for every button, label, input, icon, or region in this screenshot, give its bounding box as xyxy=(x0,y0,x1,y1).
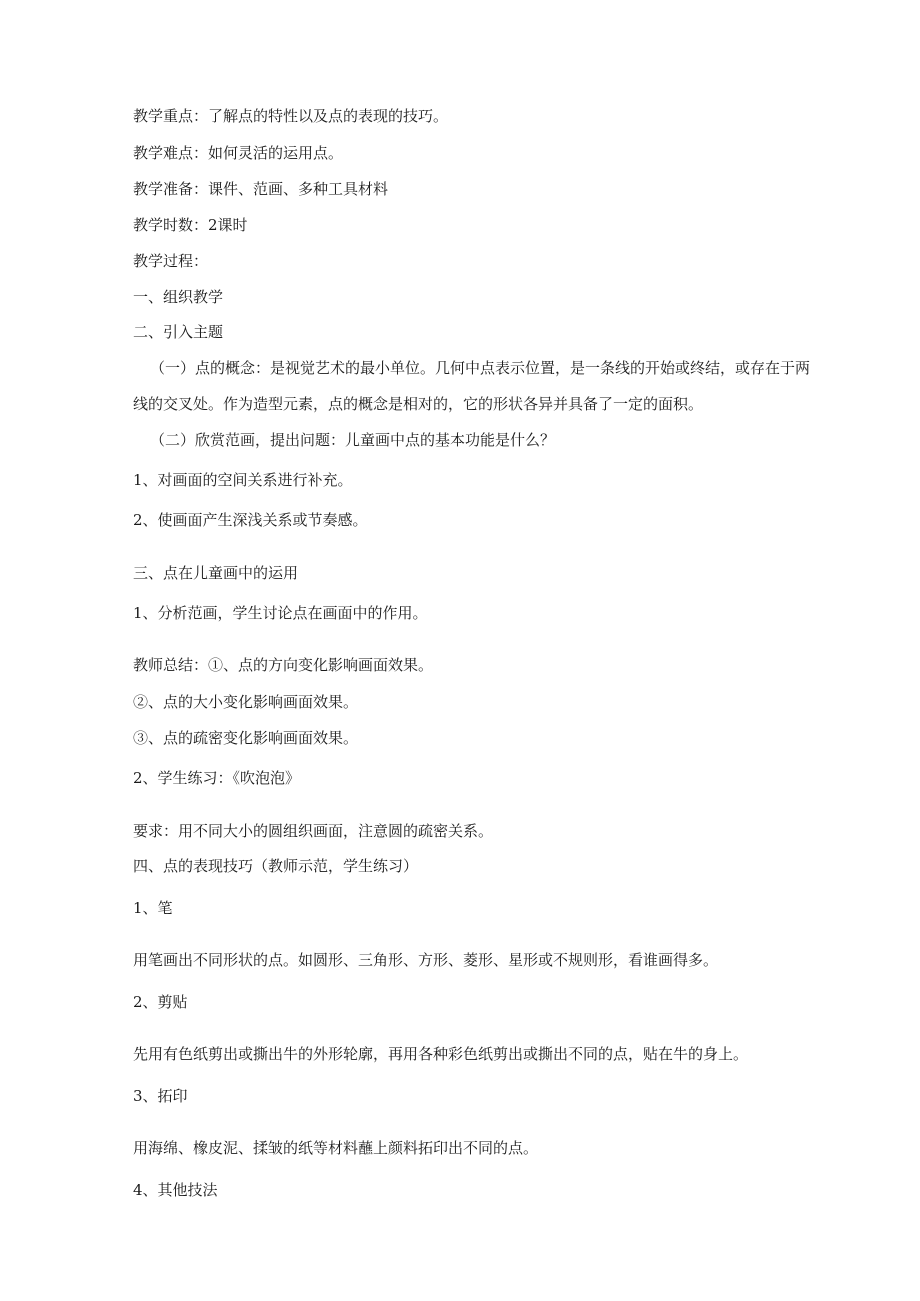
key-point-line: 教学重点：了解点的特性以及点的表现的技巧。 xyxy=(133,107,449,125)
section-2-heading: 二、引入主题 xyxy=(133,323,224,341)
section-1-heading: 一、组织教学 xyxy=(133,288,224,306)
process-heading: 教学过程： xyxy=(133,252,209,270)
summary-item-2: ②、点的大小变化影响画面效果。 xyxy=(133,693,359,711)
technique-cut-heading: 2、剪贴 xyxy=(133,993,188,1011)
technique-cut-text: 先用有色纸剪出或撕出牛的外形轮廓，再用各种彩色纸剪出或撕出不同的点，贴在牛的身上。 xyxy=(133,1045,749,1063)
function-item-1: 1、对画面的空间关系进行补充。 xyxy=(133,471,353,489)
technique-pen-text: 用笔画出不同形状的点。如圆形、三角形、方形、菱形、星形或不规则形，看谁画得多。 xyxy=(133,951,719,969)
section-3-heading: 三、点在儿童画中的运用 xyxy=(133,564,299,582)
section-4-heading: 四、点的表现技巧（教师示范，学生练习） xyxy=(133,857,419,875)
practice-item: 2、学生练习：《吹泡泡》 xyxy=(133,769,301,787)
appreciation-question: （二）欣赏范画，提出问题：儿童画中点的基本功能是什么？ xyxy=(150,431,556,449)
preparation-line: 教学准备：课件、范画、多种工具材料 xyxy=(133,180,389,198)
summary-item-3: ③、点的疏密变化影响画面效果。 xyxy=(133,729,359,747)
function-item-2: 2、使画面产生深浅关系或节奏感。 xyxy=(133,511,368,529)
technique-pen-heading: 1、笔 xyxy=(133,899,173,917)
technique-other-heading: 4、其他技法 xyxy=(133,1181,218,1199)
summary-line: 教师总结：①、点的方向变化影响画面效果。 xyxy=(133,656,434,674)
difficulty-line: 教学难点：如何灵活的运用点。 xyxy=(133,144,344,162)
analysis-item: 1、分析范画，学生讨论点在画面中的作用。 xyxy=(133,604,428,622)
requirement-line: 要求：用不同大小的圆组织画面，注意圆的疏密关系。 xyxy=(133,822,494,840)
concept-paragraph: （一）点的概念：是视觉艺术的最小单位。几何中点表示位置，是一条线的开始或终结，或存在于两线的交叉处。作为造型元素，点的概念是相对的，它的形状各异并具备了一定的面积。 xyxy=(133,359,811,413)
technique-print-heading: 3、拓印 xyxy=(133,1087,188,1105)
technique-print-text: 用海绵、橡皮泥、揉皱的纸等材料蘸上颜料拓印出不同的点。 xyxy=(133,1139,539,1157)
hours-line: 教学时数：2课时 xyxy=(133,216,248,234)
